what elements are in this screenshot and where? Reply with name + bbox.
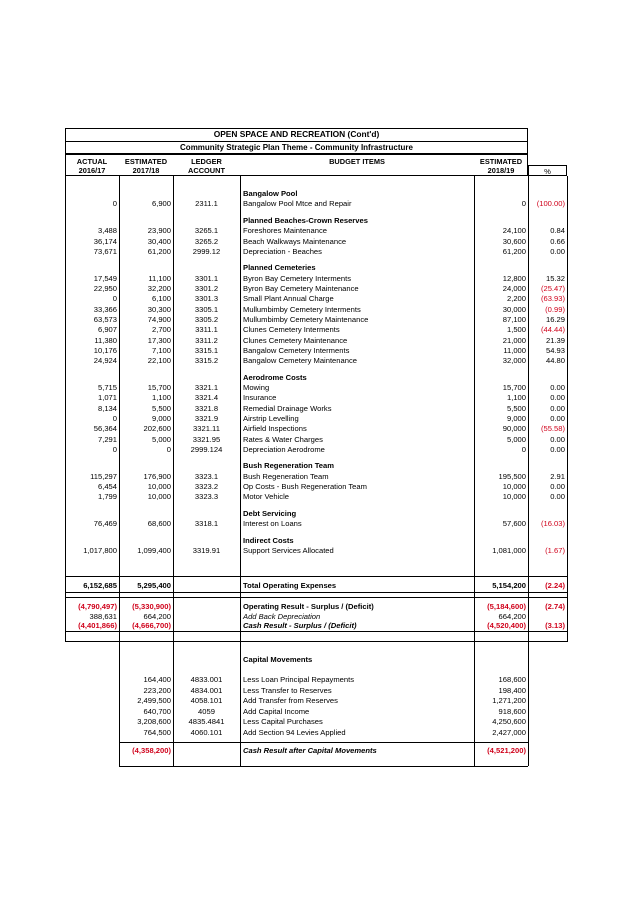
cell-ledger: 3321.9 bbox=[194, 413, 219, 423]
cell-actual: 36,174 bbox=[93, 236, 117, 246]
cell-ledger: 3265.1 bbox=[194, 226, 219, 236]
cell-budget-item: Rates & Water Charges bbox=[243, 434, 323, 444]
cell-actual: 8,134 bbox=[97, 403, 117, 413]
cell-ledger: 3321.4 bbox=[194, 393, 219, 403]
cell-percent: (63.93) bbox=[540, 294, 565, 304]
header-budget: ESTIMATED bbox=[479, 157, 523, 166]
capital-cell-ledger: 4834.001 bbox=[190, 685, 223, 695]
cell-ledger: 3315.2 bbox=[194, 356, 219, 366]
cell-percent: (100.00) bbox=[536, 199, 565, 209]
cell-ledger: 3323.3 bbox=[194, 492, 219, 502]
cell-ledger: 3321.8 bbox=[194, 403, 219, 413]
capital-cell-estimated: 640,700 bbox=[143, 706, 171, 716]
cell-ledger: 3311.1 bbox=[195, 325, 218, 335]
cell-budget-item: Mowing bbox=[243, 383, 270, 392]
cell-percent: (0.99) bbox=[545, 304, 565, 314]
cell-actual: 0 bbox=[112, 413, 117, 423]
capital-cell-ledger: 4059 bbox=[198, 706, 215, 716]
cell-estimated: 0 bbox=[166, 444, 171, 454]
cell-budget: 5,500 bbox=[506, 403, 526, 413]
cash-result-pct: (3.13) bbox=[545, 621, 565, 630]
header-estimated-year: 2017/18 bbox=[132, 166, 160, 175]
capital-cell-estimated: 764,500 bbox=[143, 727, 171, 737]
cell-percent: 15.32 bbox=[545, 273, 565, 283]
cell-budget-item: Foreshores Maintenance bbox=[243, 226, 327, 236]
cell-budget: 0 bbox=[521, 199, 526, 209]
capital-cell-item: Less Transfer to Reserves bbox=[243, 685, 332, 695]
capital-cell-ledger: 4835.4841 bbox=[188, 717, 225, 726]
cell-budget-item: Byron Bay Cemetery Maintenance bbox=[243, 284, 359, 293]
total-opex-pct: (2.24) bbox=[545, 581, 565, 590]
cell-budget: 1,500 bbox=[506, 325, 526, 335]
cell-budget-item: Support Services Allocated bbox=[243, 546, 334, 556]
cell-percent: (1.67) bbox=[545, 546, 565, 556]
cell-budget: 24,000 bbox=[502, 284, 526, 293]
cell-budget: 12,800 bbox=[502, 273, 526, 283]
capital-cell-estimated: 223,200 bbox=[143, 685, 171, 695]
cell-budget: 2,200 bbox=[506, 294, 526, 304]
capital-cell-item: Less Loan Principal Repayments bbox=[243, 675, 355, 684]
header-budget-items: BUDGET ITEMS bbox=[329, 157, 385, 166]
cell-ledger: 3311.2 bbox=[195, 335, 218, 345]
totals-line-3 bbox=[65, 597, 567, 598]
cell-actual: 5,715 bbox=[97, 383, 117, 392]
cell-estimated: 2,700 bbox=[151, 325, 171, 335]
cell-budget: 30,000 bbox=[502, 304, 526, 314]
page-title: OPEN SPACE AND RECREATION (Cont'd) bbox=[213, 129, 380, 139]
capital-cell-item: Less Capital Purchases bbox=[243, 717, 323, 726]
total-opex-est: 5,295,400 bbox=[137, 581, 171, 590]
header-budget-year: 2018/19 bbox=[487, 166, 515, 175]
cell-estimated: 1,099,400 bbox=[137, 546, 171, 556]
cell-ledger: 3301.2 bbox=[194, 284, 219, 293]
cell-actual: 73,671 bbox=[93, 246, 117, 256]
totals-line-2 bbox=[65, 592, 567, 593]
cell-actual: 1,799 bbox=[97, 492, 117, 502]
cell-budget-item: Bangalow Cemetery Interments bbox=[243, 345, 350, 355]
capital-cell-budget: 198,400 bbox=[498, 685, 526, 695]
cell-budget-item: Airstrip Levelling bbox=[243, 413, 299, 423]
cell-budget-item: Insurance bbox=[243, 393, 277, 403]
cell-percent: 21.39 bbox=[545, 335, 565, 345]
cash-result-label: Cash Result - Surplus / (Deficit) bbox=[243, 621, 357, 630]
cell-actual: 33,366 bbox=[93, 304, 117, 314]
cell-budget-item: Byron Bay Cemetery Interments bbox=[243, 273, 352, 283]
cell-budget: 1,100 bbox=[506, 393, 526, 403]
cell-actual: 56,364 bbox=[93, 424, 117, 434]
cell-budget: 32,000 bbox=[502, 356, 526, 366]
section-heading: Planned Beaches-Crown Reserves bbox=[243, 215, 368, 225]
cell-estimated: 10,000 bbox=[147, 482, 171, 491]
total-opex-budget: 5,154,200 bbox=[492, 581, 526, 590]
cell-percent: (25.47) bbox=[540, 284, 565, 293]
cell-budget: 10,000 bbox=[502, 492, 526, 502]
cell-estimated: 9,000 bbox=[151, 413, 171, 423]
cell-estimated: 17,300 bbox=[147, 335, 171, 345]
cell-budget: 21,000 bbox=[502, 335, 526, 345]
cell-ledger: 3323.1 bbox=[194, 471, 219, 481]
cell-budget-item: Remedial Drainage Works bbox=[243, 403, 332, 413]
capital-cell-item: Add Capital Income bbox=[243, 706, 310, 716]
cell-budget-item: Small Plant Annual Charge bbox=[243, 294, 334, 304]
header-estimated: ESTIMATED bbox=[124, 157, 168, 166]
header-actual-year: 2016/17 bbox=[78, 166, 106, 175]
cell-budget-item: Bangalow Pool Mtce and Repair bbox=[243, 199, 352, 209]
total-opex-label: Total Operating Expenses bbox=[243, 581, 337, 590]
cash-result-budget: (4,520,400) bbox=[487, 621, 526, 630]
section-heading: Debt Servicing bbox=[243, 508, 297, 518]
cell-percent: 0.00 bbox=[550, 383, 565, 392]
op-result-budget: (5,184,600) bbox=[487, 602, 526, 611]
cell-budget-item: Clunes Cemetery Interments bbox=[243, 325, 340, 335]
capital-cell-ledger: 4058.101 bbox=[190, 696, 223, 705]
page-subtitle: Community Strategic Plan Theme - Community Infrastructure bbox=[180, 143, 413, 152]
capital-cell-budget: 918,600 bbox=[498, 706, 526, 716]
cell-budget: 30,600 bbox=[502, 236, 526, 246]
capital-cell-estimated: 164,400 bbox=[143, 675, 171, 684]
cell-percent: 0.00 bbox=[550, 482, 565, 491]
cell-estimated: 68,600 bbox=[147, 519, 171, 529]
cell-budget-item: Motor Vehicle bbox=[243, 492, 290, 502]
cell-actual: 63,573 bbox=[93, 314, 117, 324]
capital-cell-budget: 2,427,000 bbox=[492, 727, 526, 737]
cell-percent: 16.29 bbox=[545, 314, 565, 324]
cell-ledger: 3319.91 bbox=[192, 546, 221, 556]
cell-budget: 5,000 bbox=[506, 434, 526, 444]
cell-budget: 1,081,000 bbox=[492, 546, 526, 556]
section-heading: Planned Cemeteries bbox=[243, 263, 316, 273]
addback-budget: 664,200 bbox=[498, 612, 526, 621]
cell-estimated: 5,500 bbox=[151, 403, 171, 413]
cell-ledger: 3321.95 bbox=[192, 434, 221, 444]
cell-percent: 0.84 bbox=[550, 226, 565, 236]
cell-percent: (16.03) bbox=[540, 519, 565, 529]
cell-actual: 24,924 bbox=[93, 356, 117, 366]
cell-budget-item: Depreciation Aerodrome bbox=[243, 444, 325, 454]
cell-budget: 15,700 bbox=[502, 383, 526, 392]
capital-result-est: (4,358,200) bbox=[132, 746, 171, 755]
cell-actual: 0 bbox=[112, 294, 117, 304]
section-heading: Indirect Costs bbox=[243, 535, 294, 545]
cell-budget: 0 bbox=[521, 444, 526, 454]
cell-percent: (55.58) bbox=[540, 424, 565, 434]
capital-cell-item: Add Section 94 Levies Applied bbox=[243, 727, 346, 737]
addback-actual: 388,631 bbox=[89, 612, 117, 621]
col-line-pct bbox=[567, 176, 568, 642]
cell-percent: 44.80 bbox=[545, 356, 565, 366]
cell-ledger: 3315.1 bbox=[194, 345, 219, 355]
cell-actual: 115,297 bbox=[90, 471, 117, 481]
cell-actual: 0 bbox=[112, 444, 117, 454]
header-percent: % bbox=[544, 167, 551, 176]
capital-cell-ledger: 4060.101 bbox=[190, 727, 223, 737]
cell-estimated: 176,900 bbox=[143, 471, 171, 481]
header-ledger: LEDGER bbox=[191, 157, 222, 166]
addback-label: Add Back Depreciation bbox=[243, 612, 321, 621]
capital-cell-estimated: 2,499,500 bbox=[137, 696, 171, 705]
cell-actual: 76,469 bbox=[93, 519, 117, 529]
cell-actual: 1,017,800 bbox=[83, 546, 117, 556]
cell-actual: 3,488 bbox=[97, 226, 117, 236]
cell-ledger: 3321.1 bbox=[194, 383, 219, 392]
cell-ledger: 3265.2 bbox=[194, 236, 219, 246]
cell-percent: 54.93 bbox=[545, 345, 565, 355]
cell-percent: 0.00 bbox=[550, 403, 565, 413]
capital-cell-item: Add Transfer from Reserves bbox=[243, 696, 338, 705]
cell-ledger: 2311.1 bbox=[195, 199, 218, 209]
cell-percent: 0.00 bbox=[550, 492, 565, 502]
cell-budget: 195,500 bbox=[498, 471, 526, 481]
capital-cell-budget: 4,250,600 bbox=[492, 717, 526, 726]
cell-estimated: 5,000 bbox=[151, 434, 171, 444]
capital-result-label: Cash Result after Capital Movements bbox=[243, 746, 377, 755]
cell-percent: 0.00 bbox=[550, 393, 565, 403]
cell-actual: 6,454 bbox=[97, 482, 117, 491]
cell-budget: 57,600 bbox=[502, 519, 526, 529]
cell-budget: 11,000 bbox=[503, 345, 526, 355]
cell-budget: 24,100 bbox=[502, 226, 526, 236]
total-opex-actual: 6,152,685 bbox=[83, 581, 117, 590]
cell-budget-item: Mullumbimby Cemetery Interments bbox=[243, 304, 361, 314]
cell-ledger: 3318.1 bbox=[194, 519, 219, 529]
cell-percent: 0.66 bbox=[550, 236, 565, 246]
totals-top-line bbox=[65, 576, 567, 577]
op-result-actual: (4,790,497) bbox=[78, 602, 117, 611]
cell-percent: 0.00 bbox=[550, 413, 565, 423]
cell-actual: 17,549 bbox=[93, 273, 117, 283]
addback-est: 664,200 bbox=[143, 612, 171, 621]
cell-estimated: 32,200 bbox=[147, 284, 171, 293]
capital-cell-estimated: 3,208,600 bbox=[137, 717, 171, 726]
cell-budget: 87,100 bbox=[502, 314, 526, 324]
cell-estimated: 1,100 bbox=[151, 393, 171, 403]
cell-actual: 6,907 bbox=[97, 325, 117, 335]
cell-budget-item: Mullumbimby Cemetery Maintenance bbox=[243, 314, 369, 324]
cell-budget: 10,000 bbox=[502, 482, 526, 491]
totals-line-4 bbox=[65, 631, 567, 632]
cell-actual: 1,071 bbox=[97, 393, 117, 403]
capital-cell-ledger: 4833.001 bbox=[190, 675, 223, 684]
cell-estimated: 10,000 bbox=[147, 492, 171, 502]
cell-budget-item: Airfield Inspections bbox=[243, 424, 307, 434]
cell-budget-item: Clunes Cemetery Maintenance bbox=[243, 335, 348, 345]
cash-result-est: (4,666,700) bbox=[132, 621, 171, 630]
cell-estimated: 202,600 bbox=[143, 424, 171, 434]
cell-budget: 61,200 bbox=[502, 246, 526, 256]
cell-ledger: 3321.11 bbox=[193, 424, 220, 434]
cell-budget-item: Beach Walkways Maintenance bbox=[243, 236, 347, 246]
section-heading: Aerodrome Costs bbox=[243, 372, 307, 382]
totals-bottom-line bbox=[65, 641, 567, 642]
cell-budget: 9,000 bbox=[506, 413, 526, 423]
capital-result-top-line bbox=[119, 742, 528, 743]
cell-actual: 7,291 bbox=[97, 434, 117, 444]
cell-estimated: 11,100 bbox=[148, 273, 171, 283]
op-result-est: (5,330,900) bbox=[132, 602, 171, 611]
capital-heading: Capital Movements bbox=[243, 655, 313, 664]
cell-percent: 0.00 bbox=[550, 444, 565, 454]
cell-ledger: 3301.3 bbox=[194, 294, 219, 304]
cell-actual: 0 bbox=[112, 199, 117, 209]
cell-percent: 0.00 bbox=[550, 434, 565, 444]
cell-ledger: 3323.2 bbox=[194, 482, 219, 491]
cash-result-actual: (4,401,866) bbox=[78, 621, 117, 630]
op-result-pct: (2.74) bbox=[545, 602, 565, 611]
cell-actual: 10,176 bbox=[93, 345, 117, 355]
cell-ledger: 2999.12 bbox=[192, 246, 221, 256]
cell-percent: 0.00 bbox=[550, 246, 565, 256]
cell-percent: 2.91 bbox=[550, 471, 565, 481]
header-ledger-account: ACCOUNT bbox=[188, 166, 225, 175]
cell-estimated: 22,100 bbox=[147, 356, 171, 366]
capital-cell-budget: 168,600 bbox=[498, 675, 526, 684]
cell-actual: 11,380 bbox=[94, 335, 117, 345]
cell-ledger: 3305.1 bbox=[194, 304, 219, 314]
cell-budget: 90,000 bbox=[502, 424, 526, 434]
cell-ledger: 3305.2 bbox=[194, 314, 219, 324]
col-line-ledger bbox=[240, 176, 241, 766]
cell-estimated: 61,200 bbox=[147, 246, 171, 256]
cell-estimated: 7,100 bbox=[151, 345, 171, 355]
cell-budget-item: Bangalow Cemetery Maintenance bbox=[243, 356, 357, 366]
header-actual: ACTUAL bbox=[76, 157, 108, 166]
cell-estimated: 6,100 bbox=[151, 294, 171, 304]
section-heading: Bush Regeneration Team bbox=[243, 461, 335, 471]
cell-budget-item: Bush Regeneration Team bbox=[243, 471, 329, 481]
cell-percent: (44.44) bbox=[540, 325, 565, 335]
capital-result-bottom-line bbox=[119, 766, 528, 767]
cell-budget-item: Op Costs - Bush Regeneration Team bbox=[243, 482, 367, 491]
capital-cell-budget: 1,271,200 bbox=[492, 696, 526, 705]
section-heading: Bangalow Pool bbox=[243, 189, 298, 198]
cell-estimated: 74,900 bbox=[147, 314, 171, 324]
cell-ledger: 2999.124 bbox=[190, 444, 223, 454]
cell-budget-item: Interest on Loans bbox=[243, 519, 302, 529]
capital-result-budget: (4,521,200) bbox=[487, 746, 526, 755]
cell-actual: 22,950 bbox=[93, 284, 117, 293]
cell-budget-item: Depreciation - Beaches bbox=[243, 246, 322, 256]
cell-estimated: 30,300 bbox=[147, 304, 171, 314]
cell-estimated: 15,700 bbox=[147, 383, 171, 392]
cell-ledger: 3301.1 bbox=[194, 273, 219, 283]
cell-estimated: 23,900 bbox=[147, 226, 171, 236]
cell-estimated: 6,900 bbox=[151, 199, 171, 209]
op-result-label: Operating Result - Surplus / (Deficit) bbox=[243, 602, 374, 611]
cell-estimated: 30,400 bbox=[147, 236, 171, 246]
